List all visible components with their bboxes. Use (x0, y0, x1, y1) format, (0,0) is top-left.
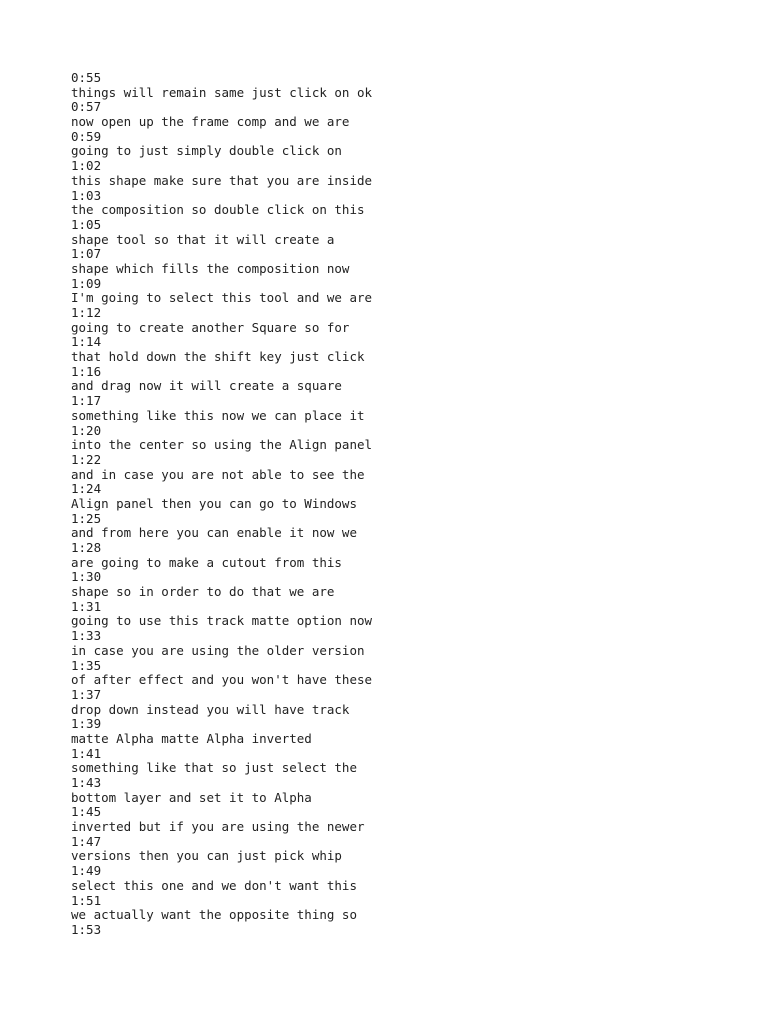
transcript-text: shape which fills the composition now (71, 260, 350, 276)
timestamp: 1:05 (71, 216, 102, 232)
timestamp: 0:55 (71, 70, 102, 85)
timestamp: 1:14 (71, 334, 102, 350)
transcript-text: this shape make sure that you are inside (71, 172, 373, 188)
transcript-text: going to use this track matte option now (71, 613, 373, 629)
timestamp: 1:24 (71, 481, 102, 497)
timestamp: 1:33 (71, 628, 102, 644)
timestamp: 1:41 (71, 745, 102, 761)
transcript-text: we actually want the opposite thing so (71, 907, 357, 923)
timestamp: 1:03 (71, 187, 102, 203)
transcript-text: and in case you are not able to see the (71, 466, 365, 482)
timestamp: 1:43 (71, 775, 102, 790)
transcript-text: and drag now it will create a square (71, 378, 342, 394)
timestamp: 1:16 (71, 363, 102, 379)
transcript-text: now open up the frame comp and we are (71, 114, 350, 130)
transcript-text: I'm going to select this tool and we are (71, 290, 373, 306)
transcript-text: things will remain same just click on ok (71, 84, 373, 100)
timestamp: 1:25 (71, 510, 102, 526)
transcript-text: are going to make a cutout from this (71, 554, 342, 570)
transcript-text: of after effect and you won't have these (71, 672, 373, 688)
timestamp: 1:12 (71, 305, 102, 320)
timestamp: 1:28 (71, 540, 102, 555)
timestamp: 0:59 (71, 128, 102, 144)
timestamp: 1:49 (71, 863, 102, 879)
timestamp: 1:09 (71, 275, 102, 291)
transcript-text: in case you are using the older version (71, 642, 365, 658)
transcript-text: drop down instead you will have track (71, 701, 350, 717)
timestamp: 1:35 (71, 657, 102, 673)
timestamp: 1:17 (71, 393, 102, 409)
transcript-text: that hold down the shift key just click (71, 349, 365, 365)
timestamp: 1:22 (71, 451, 102, 467)
timestamp: 1:47 (71, 833, 102, 849)
timestamp: 1:37 (71, 686, 102, 702)
timestamp: 1:39 (71, 716, 102, 732)
transcript-text: versions then you can just pick whip (71, 848, 342, 864)
timestamp: 1:30 (71, 569, 102, 585)
transcript-text: shape tool so that it will create a (71, 231, 335, 247)
timestamp: 1:02 (71, 158, 102, 174)
transcript-page (71, 71, 751, 938)
timestamp: 1:20 (71, 422, 102, 438)
transcript-text: going to just simply double click on (71, 143, 342, 159)
transcript-text: Align panel then you can go to Windows (71, 495, 357, 511)
transcript-text: something like this now we can place it (71, 407, 365, 423)
transcript-text: something like that so just select the (71, 760, 357, 776)
transcript-text: going to create another Square so for (71, 319, 350, 335)
transcript-text: select this one and we don't want this (71, 877, 357, 893)
transcript-text: matte Alpha matte Alpha inverted (71, 730, 312, 746)
timestamp: 0:57 (71, 99, 102, 115)
timestamp: 1:07 (71, 246, 102, 262)
transcript-text: and from here you can enable it now we (71, 525, 357, 541)
timestamp: 1:51 (71, 892, 102, 908)
timestamp: 1:31 (71, 598, 102, 614)
timestamp: 1:53 (71, 921, 102, 937)
transcript-text: inverted but if you are using the newer (71, 819, 365, 835)
transcript-text: shape so in order to do that we are (71, 584, 335, 600)
transcript-text: into the center so using the Align panel (71, 437, 373, 453)
timestamp: 1:45 (71, 804, 102, 820)
transcript-text: the composition so double click on this (71, 202, 365, 218)
transcript-text: bottom layer and set it to Alpha (71, 789, 312, 805)
